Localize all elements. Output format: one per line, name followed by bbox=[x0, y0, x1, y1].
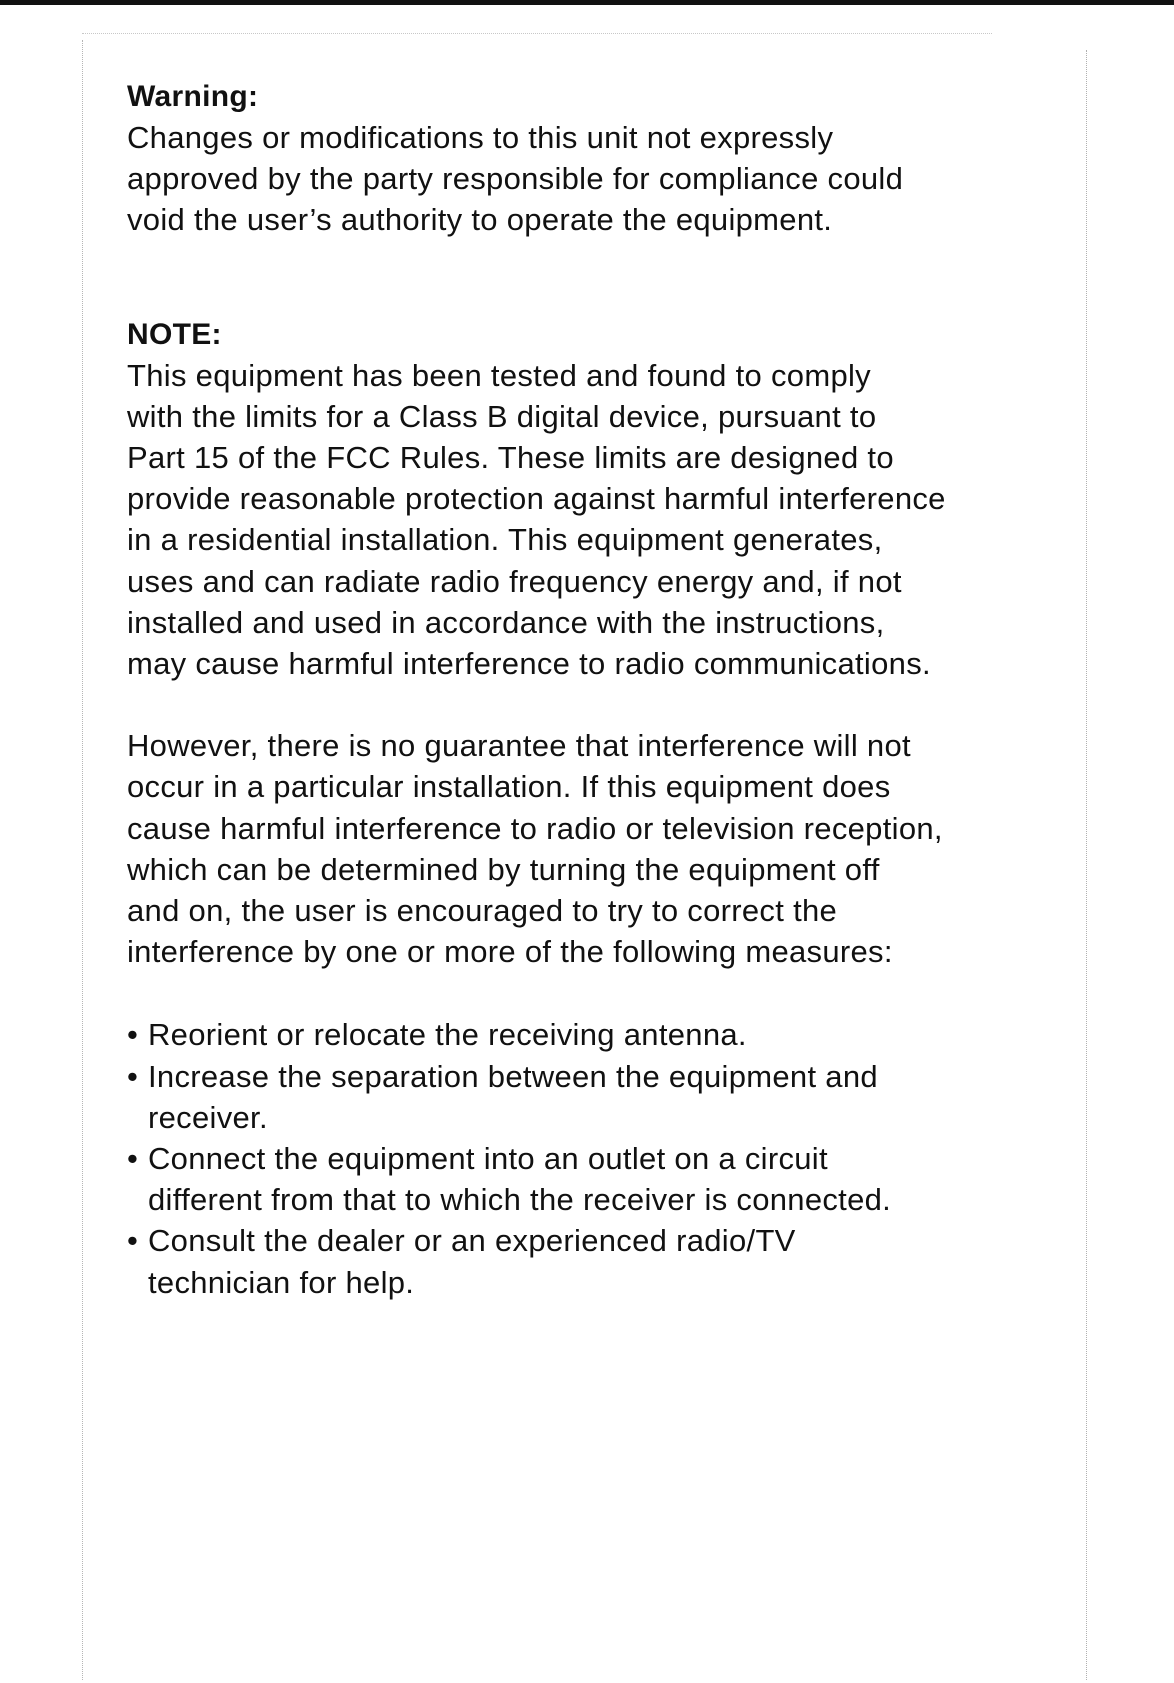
measure-line: different from that to which the receiver is connected. bbox=[148, 1182, 892, 1218]
note-paragraph-1 bbox=[127, 355, 1067, 685]
note-line: which can be determined by turning the equipment off bbox=[127, 851, 880, 887]
scan-edge-top bbox=[82, 33, 992, 34]
bullet-icon: • bbox=[127, 1141, 139, 1177]
note-line: interference by one or more of the following measures: bbox=[127, 934, 893, 970]
warning-line: approved by the party responsible for compliance could bbox=[127, 161, 904, 197]
measure-line: Increase the separation between the equipment and bbox=[148, 1058, 878, 1094]
list-spacer bbox=[127, 972, 1067, 1014]
warning-heading: Warning: bbox=[127, 80, 259, 113]
measures-list bbox=[127, 1014, 1067, 1302]
note-line: However, there is no guarantee that interference will not bbox=[127, 728, 911, 764]
scan-edge-left bbox=[82, 40, 83, 1680]
note-line: provide reasonable protection against harmful interference bbox=[127, 481, 946, 517]
measure-line: receiver. bbox=[148, 1099, 268, 1135]
note-line: installed and used in accordance with the instructions, bbox=[127, 604, 885, 640]
list-item bbox=[127, 1138, 1067, 1220]
list-item bbox=[127, 1220, 1067, 1302]
top-rule bbox=[0, 0, 1174, 5]
note-line: may cause harmful interference to radio communications. bbox=[127, 646, 931, 682]
note-section bbox=[127, 314, 1067, 1303]
bullet-icon: • bbox=[127, 1017, 139, 1053]
warning-section bbox=[127, 76, 1067, 241]
scan-edge-right bbox=[1086, 50, 1087, 1680]
note-line: Part 15 of the FCC Rules. These limits are designed to bbox=[127, 440, 894, 476]
measure-line: Connect the equipment into an outlet on a circuit bbox=[148, 1141, 828, 1177]
bullet-icon: • bbox=[127, 1223, 139, 1259]
measure-line: technician for help. bbox=[148, 1264, 415, 1300]
paragraph-spacer bbox=[127, 684, 1067, 725]
note-line: with the limits for a Class B digital device, pursuant to bbox=[127, 398, 877, 434]
warning-line: Changes or modifications to this unit not expressly bbox=[127, 120, 834, 155]
bullet-icon: • bbox=[127, 1058, 139, 1094]
document-body bbox=[127, 76, 1067, 1303]
note-line: This equipment has been tested and found to comply bbox=[127, 357, 871, 393]
list-item bbox=[127, 1056, 1067, 1138]
note-heading: NOTE: bbox=[127, 317, 222, 351]
list-item bbox=[127, 1014, 1067, 1055]
warning-line: void the user’s authority to operate the equipment. bbox=[127, 202, 833, 238]
note-line: occur in a particular installation. If this equipment does bbox=[127, 769, 891, 805]
note-paragraph-2 bbox=[127, 725, 1067, 972]
note-line: uses and can radiate radio frequency energy and, if not bbox=[127, 563, 902, 599]
note-line: cause harmful interference to radio or television reception, bbox=[127, 810, 943, 846]
note-line: in a residential installation. This equipment generates, bbox=[127, 522, 883, 558]
section-spacer bbox=[127, 241, 1067, 314]
measure-line: Consult the dealer or an experienced radio/TV bbox=[148, 1223, 796, 1259]
warning-text bbox=[127, 117, 1067, 241]
note-line: and on, the user is encouraged to try to correct the bbox=[127, 893, 838, 929]
measure-line: Reorient or relocate the receiving antenna. bbox=[148, 1017, 747, 1053]
